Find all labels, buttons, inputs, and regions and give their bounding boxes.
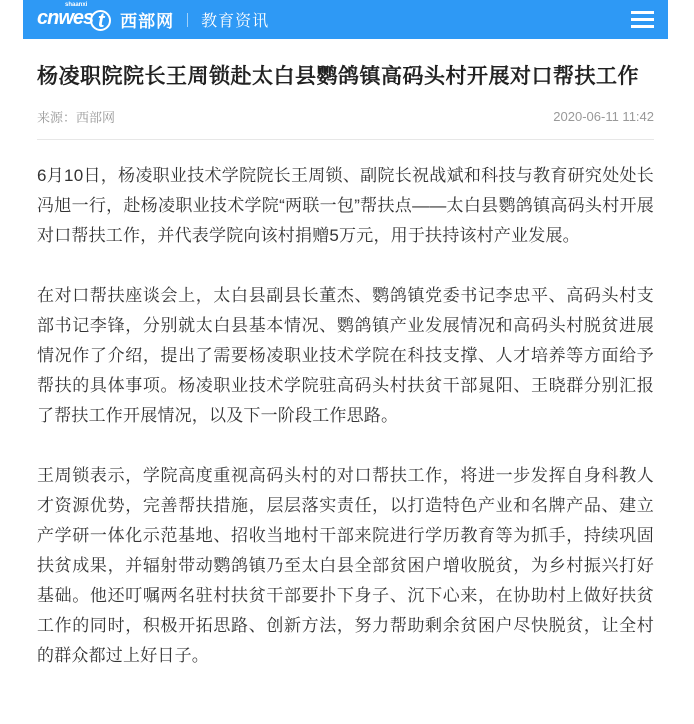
logo-en-text bbox=[37, 2, 113, 32]
source-label: 来源： bbox=[37, 110, 77, 126]
channel-link[interactable]: 教育资讯 bbox=[201, 13, 270, 30]
hamburger-menu-icon bbox=[631, 25, 654, 28]
page-title: 杨凌职院院长王周锁赴太白县鹦鸽镇高码头村开展对口帮扶工作 bbox=[37, 65, 639, 88]
meta-divider-line bbox=[37, 139, 654, 140]
site-logo[interactable] bbox=[37, 2, 175, 32]
article-paragraph: 6月10日，杨凌职业技术学院院长王周锁、副院长祝战斌和科技与教育研究处处长冯旭一行，赴杨凌职业技术学院“两联一包”帮扶点——太白县鹦鸽镇高码头村开展对口帮扶工作，并代表学院向该村捐赠5万元，用于扶持该村产业发展。 bbox=[37, 166, 654, 246]
source-name: 西部网 bbox=[76, 110, 116, 126]
article-date: 2020-06-11 11:42 bbox=[553, 109, 654, 125]
article-source bbox=[37, 107, 115, 126]
logo-ring-icon: t bbox=[90, 10, 111, 31]
content-container bbox=[23, 0, 668, 671]
header-divider bbox=[187, 13, 188, 27]
article bbox=[23, 63, 668, 671]
site-header bbox=[23, 0, 668, 39]
article-paragraph: 在对口帮扶座谈会上，太白县副县长董杰、鹦鸽镇党委书记李忠平、高码头村支部书记李锋，分别就太白县基本情况、鹦鸽镇产业发展情况和高码头村脱贫进展情况作了介绍，提出了需要杨凌职业技术学院在科技支撑、人才培养等方面给予帮扶的具体事项。杨凌职业技术学院驻高码头村扶贫干部晁阳、王晓群分别汇报了帮扶工作开展情况，以及下一阶段工作思路。 bbox=[37, 286, 654, 426]
article-body bbox=[37, 161, 654, 671]
logo-cn-text: 西部网 bbox=[120, 12, 175, 31]
logo-en-main: cnwes bbox=[37, 7, 94, 29]
logo-sup-text: shaanxi bbox=[65, 2, 88, 8]
hamburger-menu-icon bbox=[631, 11, 654, 14]
article-meta bbox=[37, 107, 654, 126]
hamburger-menu-button[interactable] bbox=[629, 7, 656, 32]
article-paragraph: 王周锁表示，学院高度重视高码头村的对口帮扶工作，将进一步发挥自身科教人才资源优势，完善帮扶措施，层层落实责任，以打造特色产业和名牌产品、建立产学研一体化示范基地、招收当地村干部来院进行学历教育等为抓手，持续巩固扶贫成果，并辐射带动鹦鸽镇乃至太白县全部贫困户增收脱贫，为乡村振兴打好基础。他还叮嘱两名驻村扶贫干部要扑下身子、沉下心来，在协助村上做好扶贫工作的同时，积极开拓思路、创新方法，努力帮助剩余贫困户尽快脱贫，让全村的群众都过上好日子。 bbox=[37, 466, 654, 666]
hamburger-menu-icon bbox=[631, 18, 654, 21]
